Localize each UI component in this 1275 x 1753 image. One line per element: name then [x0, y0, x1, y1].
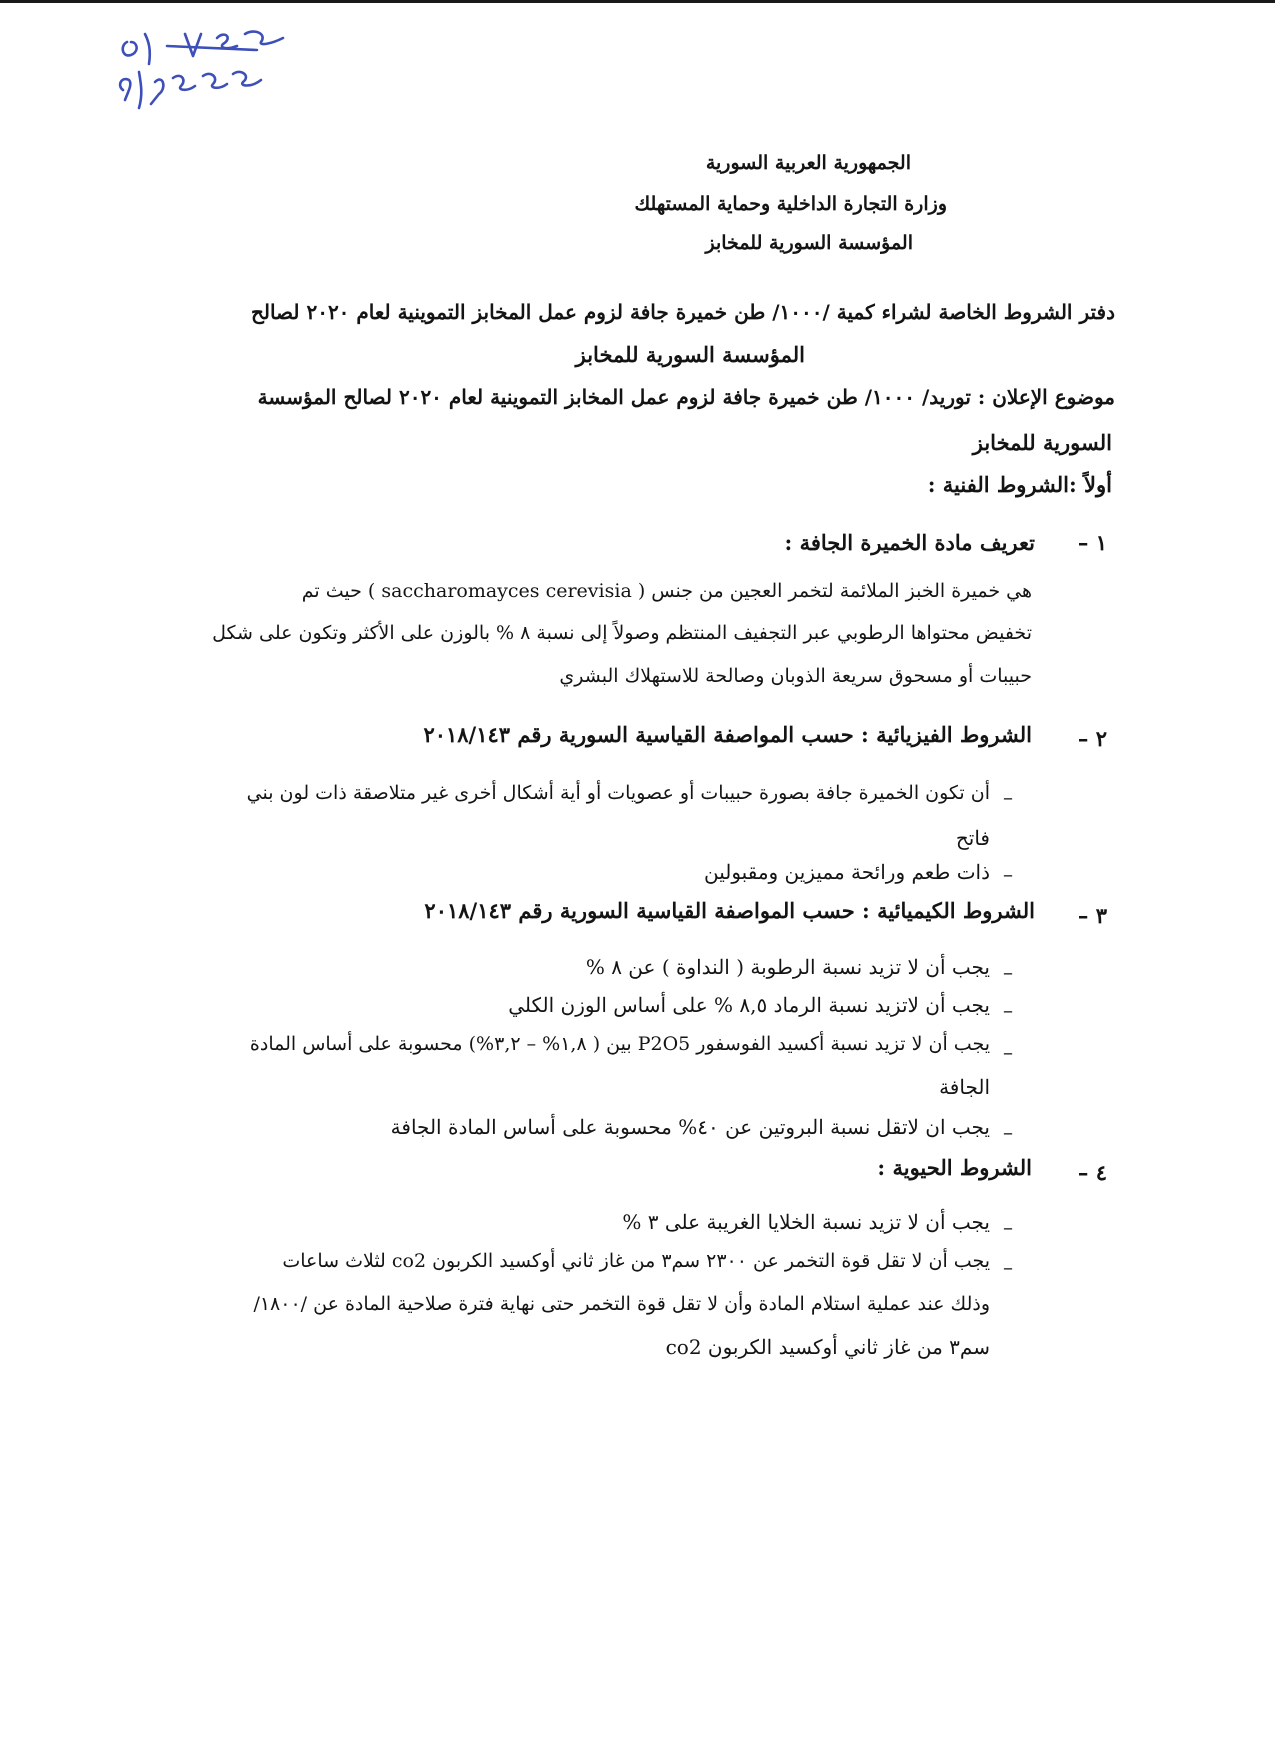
section-2-title: الشروط الفيزيائية : حسب المواصفة القياسية السورية رقم ٢٠١٨/١٤٣: [423, 722, 1032, 747]
section-1-paragraph-line-1: هي خميرة الخبز الملائمة لتخمر العجين من جنس ( saccharomayces cerevisia ) حيث تم: [301, 580, 1032, 602]
section-4-item-2-line-3: سم٣ من غاز ثاني أوكسيد الكربون co2: [665, 1335, 990, 1359]
section-1-paragraph-line-3: حبيبات أو مسحوق سريعة الذوبان وصالحة للاستهلاك البشري: [559, 665, 1032, 687]
ministry-name: وزارة التجارة الداخلية وحماية المستهلك: [634, 193, 947, 215]
section-1-title: تعريف مادة الخميرة الجافة :: [784, 530, 1035, 555]
section-3-title: الشروط الكيميائية : حسب المواصفة القياسية السورية رقم ٢٠١٨/١٤٣: [424, 898, 1035, 923]
section-3-item-4-line-1: يجب ان لاتقل نسبة البروتين عن ٤٠% محسوبة على أساس المادة الجافة: [390, 1115, 990, 1139]
section-3-item-3-line-2: الجافة: [939, 1075, 990, 1099]
document-title-line-2: المؤسسة السورية للمخابز: [575, 342, 805, 367]
section-3-item-1-dash: –: [1003, 960, 1013, 984]
section-4-title: الشروط الحيوية :: [877, 1155, 1032, 1180]
section-3-item-4-dash: –: [1003, 1120, 1013, 1144]
section-3-item-2-dash: –: [1003, 998, 1013, 1022]
scan-top-edge: [0, 0, 1275, 3]
section-2-item-1-dash: –: [1003, 785, 1013, 809]
section-4-item-1-line-1: يجب أن لا تزيد نسبة الخلايا الغريبة على ٣ %: [622, 1210, 990, 1234]
section-4-item-2-dash: –: [1003, 1255, 1013, 1279]
section-3-item-3-line-1: يجب أن لا تزيد نسبة أكسيد الفوسفور P2O5 بين ( ١,٨% – ٣,٢%) محسوبة على أساس المادة: [249, 1033, 990, 1055]
announcement-line-2: السورية للمخابز: [972, 430, 1112, 455]
section-4-item-2-line-1: يجب أن لا تقل قوة التخمر عن ٢٣٠٠ سم٣ من غاز ثاني أوكسيد الكربون co2 لثلاث ساعات: [282, 1250, 990, 1272]
section-3-item-3-dash: –: [1003, 1040, 1013, 1064]
section-2-item-1-line-1: أن تكون الخميرة جافة بصورة حبيبات أو عصويات أو أية أشكال أخرى غير متلاصقة ذات لون بني: [246, 782, 990, 804]
part-one-title: أولاً :الشروط الفنية :: [927, 472, 1112, 497]
section-4-item-2-line-2: وذلك عند عملية استلام المادة وأن لا تقل قوة التخمر حتى نهاية فترة صلاحية المادة عن /١٨٠٠/: [253, 1293, 990, 1315]
section-2-item-1-line-2: فاتح: [955, 826, 990, 850]
section-4-number: ٤ –: [1077, 1160, 1107, 1185]
section-3-item-2-line-1: يجب أن لاتزيد نسبة الرماد ٨,٥ % على أساس الوزن الكلي: [508, 993, 990, 1017]
section-3-item-1-line-1: يجب أن لا تزيد نسبة الرطوبة ( النداوة ) عن ٨ %: [585, 955, 990, 979]
announcement-line-1: موضوع الإعلان : توريد/ ١٠٠٠/ طن خميرة جافة لزوم عمل المخابز التموينية لعام ٢٠٢٠ لصالح المؤسسة: [257, 385, 1115, 409]
country-name: الجمهورية العربية السورية: [705, 152, 911, 174]
section-2-item-2-dash: –: [1003, 862, 1013, 886]
section-1-number: ١ –: [1077, 530, 1107, 555]
section-1-paragraph-line-2: تخفيض محتواها الرطوبي عبر التجفيف المنتظم وصولاً إلى نسبة ٨ % بالوزن على الأكثر وتكون على شكل: [212, 622, 1032, 644]
handwritten-registry-note: [115, 28, 295, 128]
section-2-number: ٢ –: [1077, 726, 1107, 751]
section-4-item-1-dash: –: [1003, 1215, 1013, 1239]
institution-name: المؤسسة السورية للمخابز: [705, 232, 913, 254]
section-3-number: ٣ –: [1077, 903, 1107, 928]
section-2-item-2-line-1: ذات طعم ورائحة مميزين ومقبولين: [703, 860, 990, 884]
document-title-line-1: دفتر الشروط الخاصة لشراء كمية /١٠٠٠/ طن خميرة جافة لزوم عمل المخابز التموينية لعام ٢٠٢٠ لصالح: [250, 300, 1115, 324]
